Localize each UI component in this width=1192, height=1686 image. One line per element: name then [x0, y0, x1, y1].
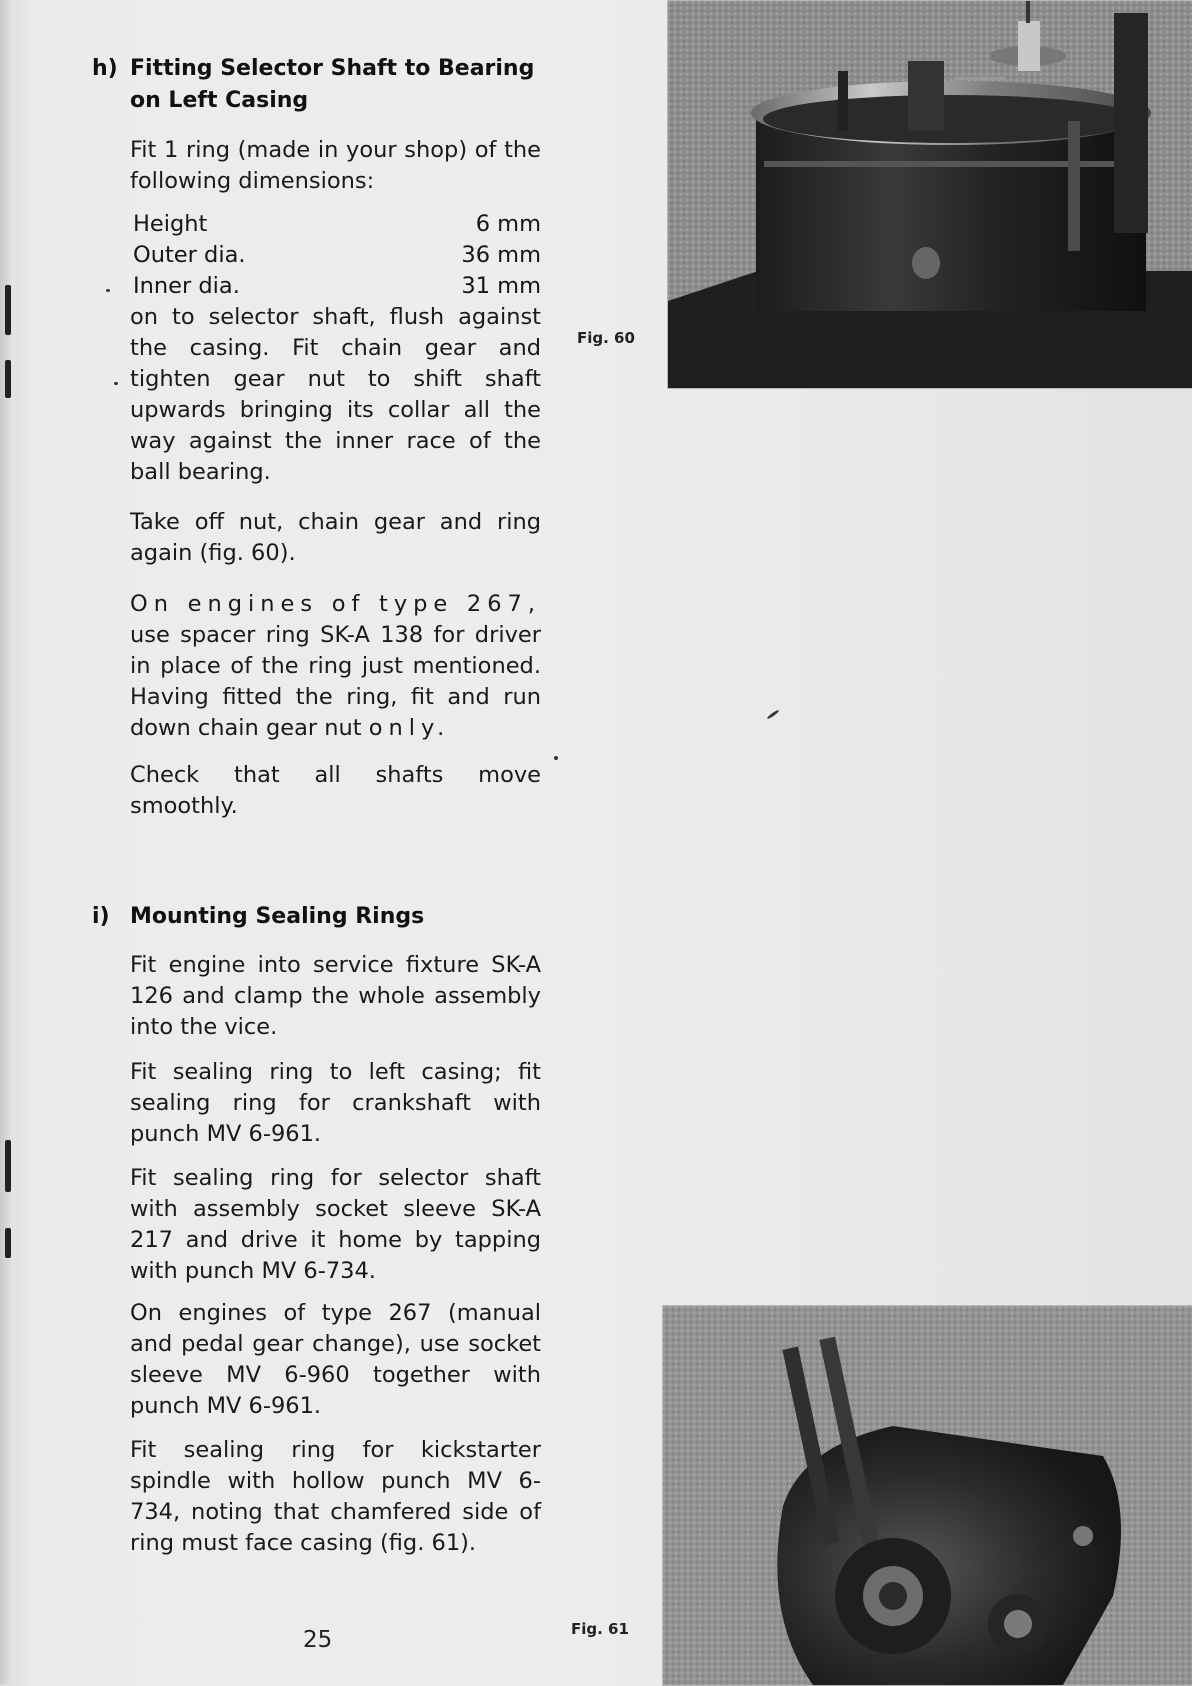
dimension-value: 31 mm [461, 273, 541, 299]
dimension-row [133, 271, 541, 302]
dust-speck [106, 289, 110, 292]
binding-mark [5, 1228, 11, 1258]
fig-61-label: Fig. 61 [571, 1620, 629, 1638]
fig-61-image [663, 1306, 1192, 1685]
section-h-intro: Fit 1 ring (made in your shop) of the following dimensions: [130, 137, 541, 194]
section-i-para: Fit sealing ring for kickstarter spindle with hollow punch MV 6-734, noting that chamfered side of ring must face casing (fig. 61). [130, 1437, 541, 1556]
para3-lead: On engines of type 267, [130, 591, 541, 617]
dimension-label: Inner dia. [133, 273, 240, 299]
dimension-label: Outer dia. [133, 242, 246, 268]
section-h-heading [92, 53, 542, 117]
dimension-value: 36 mm [461, 242, 541, 268]
binding-mark [5, 285, 11, 335]
fig-60-photo [667, 0, 1192, 389]
section-h-para3 [130, 589, 541, 744]
para3-body: use spacer ring SK-A 138 for driver in place of the ring just mentioned. Having fitted the ring, fit and run down chain gear nut [130, 622, 541, 741]
section-i-para: Fit sealing ring to left casing; fit sealing ring for crankshaft with punch MV 6-961. [130, 1059, 541, 1147]
fig-60-image [668, 1, 1192, 388]
dimension-row [133, 240, 541, 271]
dimension-label: Height [133, 211, 208, 237]
section-i-para: Fit sealing ring for selector shaft with assembly socket sleeve SK-A 217 and drive it home by tapping with punch MV 6-734. [130, 1165, 541, 1284]
section-i-letter: i) [92, 904, 110, 929]
fig-60-label: Fig. 60 [577, 329, 635, 347]
page-number: 25 [303, 1627, 333, 1653]
section-i-heading [92, 901, 542, 933]
dust-speck [114, 382, 118, 385]
para3-emphasis: only. [368, 715, 451, 741]
section-h-para4: Check that all shafts move smoothly. [130, 762, 541, 819]
dust-speck [554, 756, 558, 760]
section-i-para: Fit engine into service fixture SK-A 126 and clamp the whole assembly into the vice. [130, 952, 541, 1040]
section-h-title: Fitting Selector Shaft to Bearing on Left Casing [130, 56, 535, 113]
binding-mark [5, 360, 11, 398]
fig-61-photo [662, 1305, 1192, 1686]
section-i-para: On engines of type 267 (manual and pedal gear change), use socket sleeve MV 6-960 together with punch MV 6-961. [130, 1300, 541, 1419]
section-i-title: Mounting Sealing Rings [130, 904, 425, 929]
section-h-para2: Take off nut, chain gear and ring again (fig. 60). [130, 509, 541, 566]
page-edge-shadow [0, 0, 14, 1684]
section-h-continuation: on to selector shaft, flush against the casing. Fit chain gear and tighten gear nut to shift shaft upwards bringing its collar all the way against the inner race of the ball bearing. [130, 304, 541, 485]
section-h-letter: h) [92, 56, 118, 81]
dimension-row [133, 209, 541, 240]
binding-mark [5, 1140, 11, 1192]
dimension-value: 6 mm [475, 211, 541, 237]
dust-speck [766, 709, 779, 719]
dimensions-list [133, 209, 541, 302]
